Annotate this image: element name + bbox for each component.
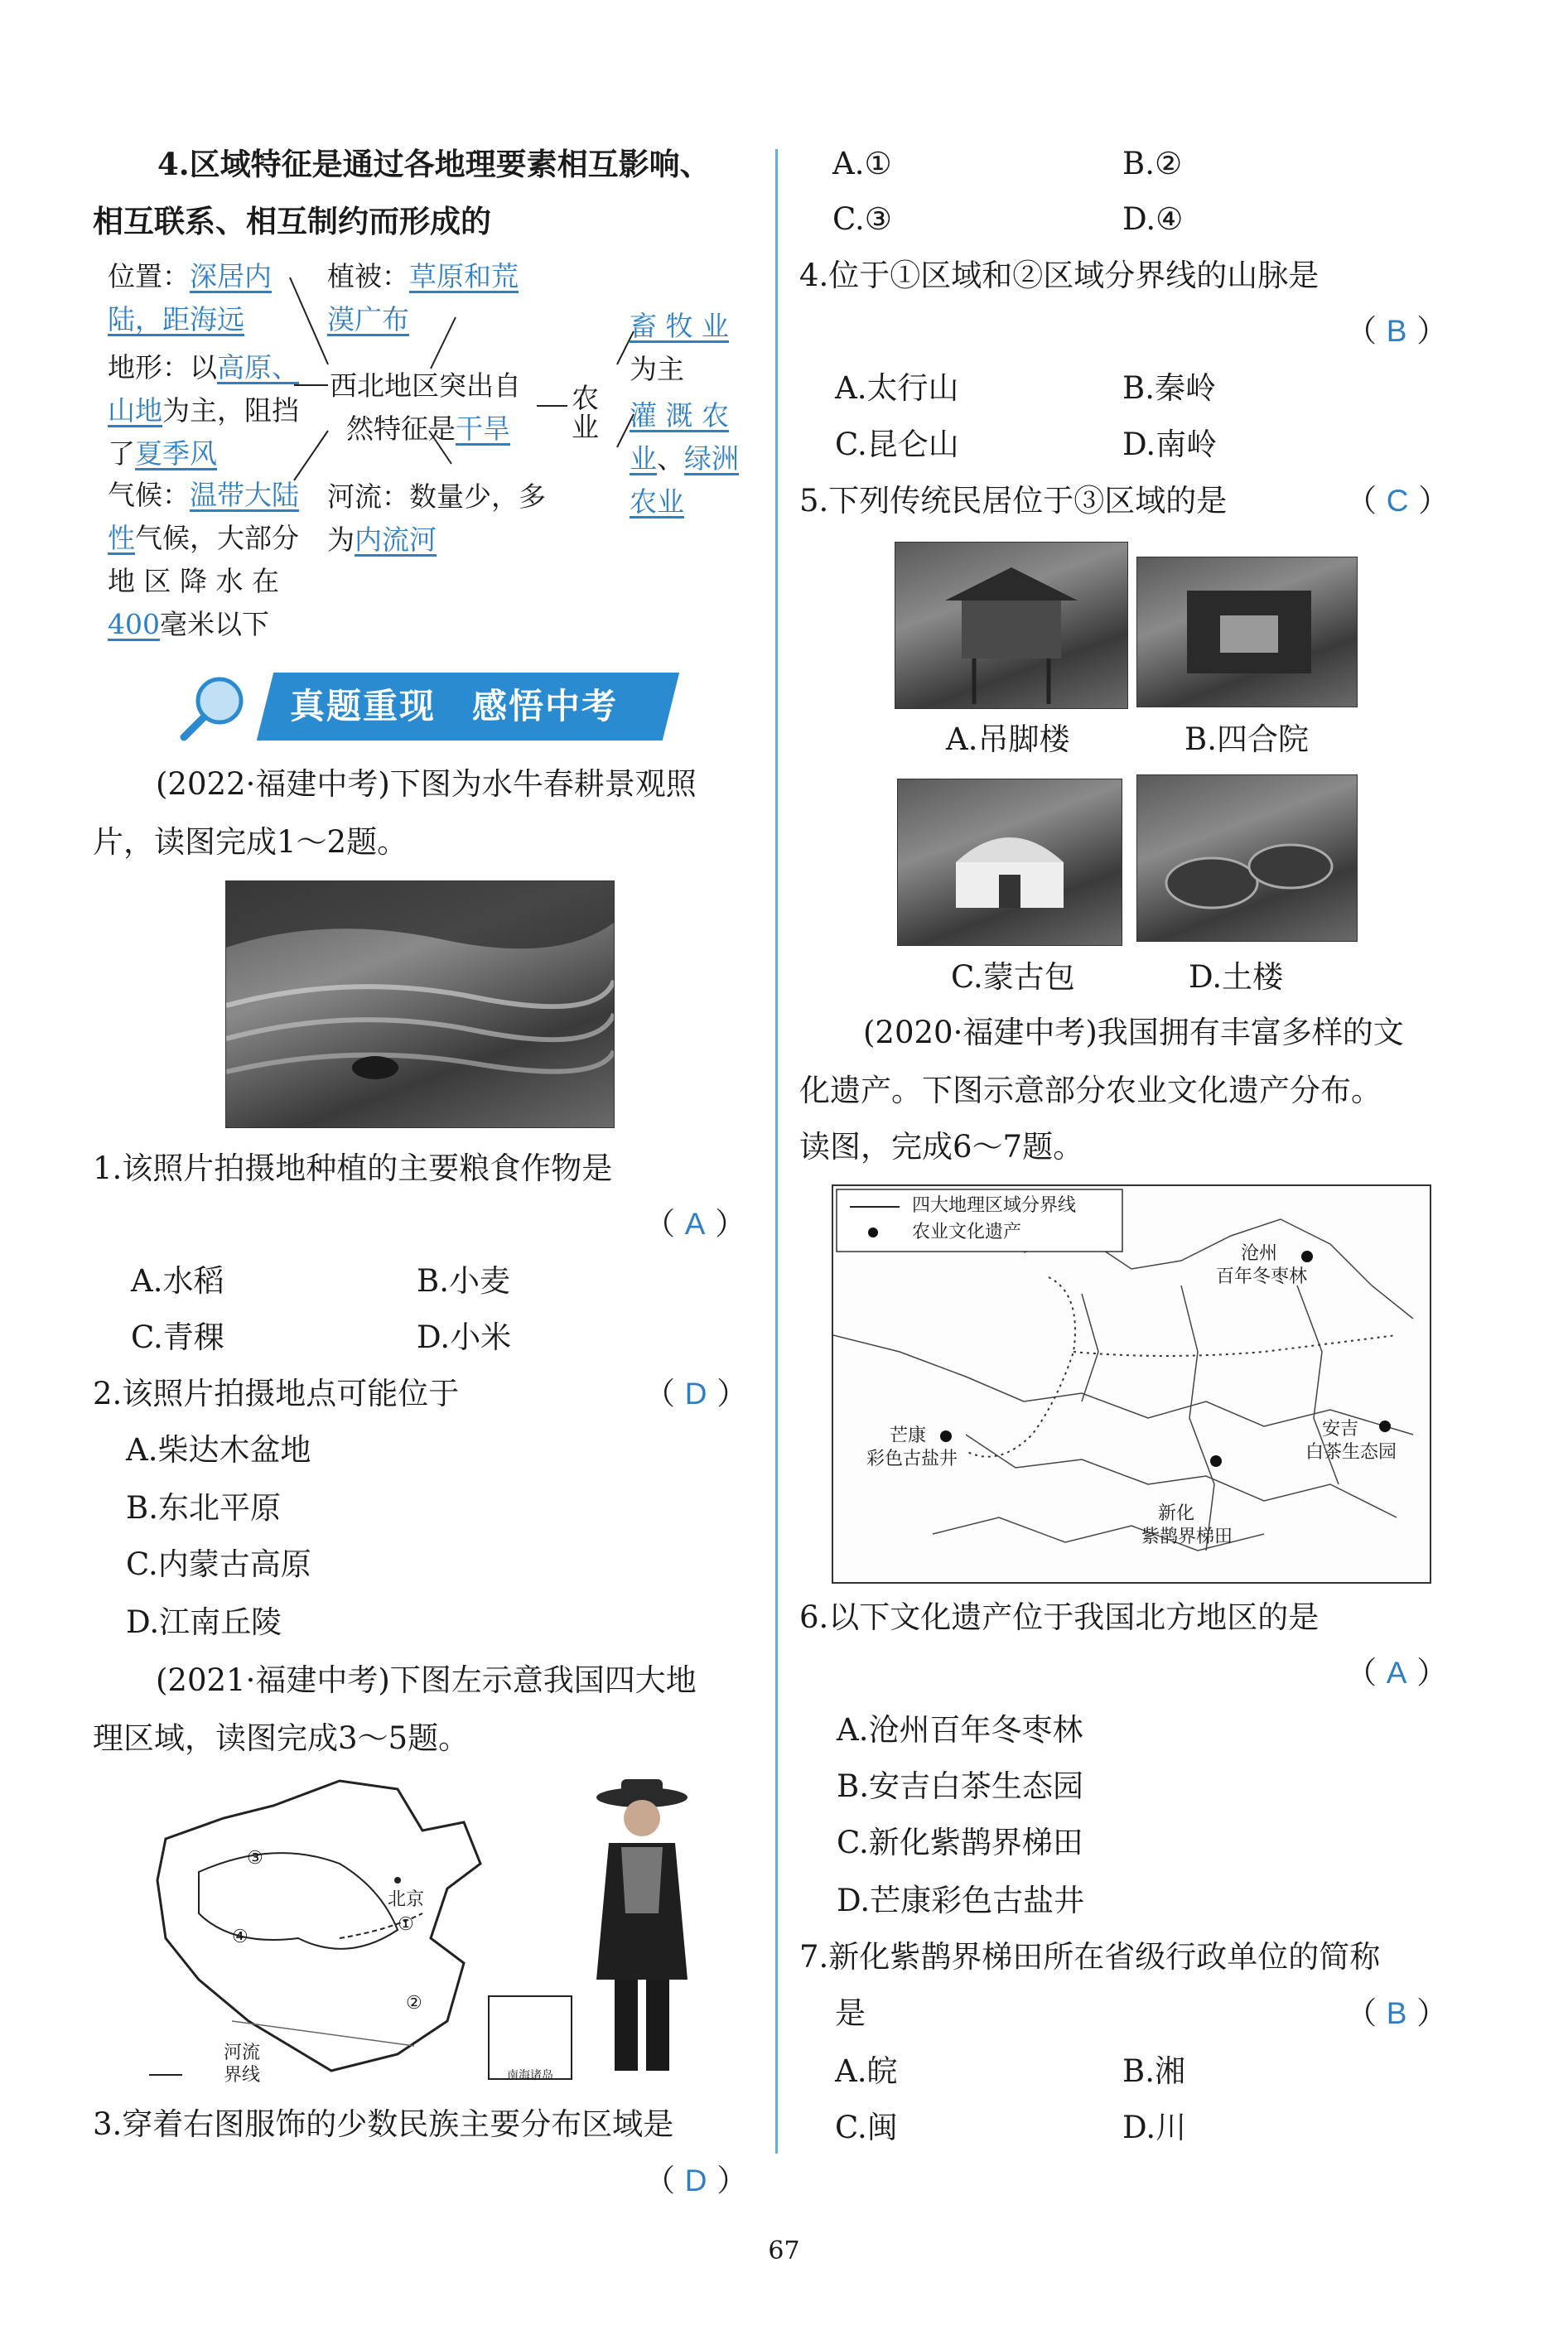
q6-option-a: A.沧州百年冬枣林 bbox=[837, 1712, 1083, 1748]
q5-answer-bracket: （ C ） bbox=[1346, 483, 1450, 519]
q3-option-b: B.② bbox=[1122, 146, 1183, 181]
q7-option-d: D.川 bbox=[1122, 2110, 1187, 2145]
q6-answer-bracket: （ A ） bbox=[1346, 1655, 1448, 1691]
map-region-2-label: ② bbox=[406, 1993, 422, 2014]
magnifier-icon bbox=[174, 669, 257, 744]
concept-agri-2: 为主 bbox=[630, 353, 684, 385]
concept-center-2: 然特征是干旱 bbox=[346, 412, 510, 445]
q5-option-c: C.蒙古包 bbox=[951, 959, 1075, 995]
intro-q6-7-line1: (2020·福建中考)我国拥有丰富多样的文 bbox=[863, 1015, 1404, 1050]
map-nanhai-label: 南海诸岛 bbox=[507, 2069, 553, 2082]
q4-text: 4.位于①区域和②区域分界线的山脉是 bbox=[799, 258, 1320, 293]
concept-position-2: 陆，距海远 bbox=[108, 303, 244, 335]
concept-climate: 气候：温带大陆 bbox=[108, 479, 299, 511]
concept-climate-2: 性气候，大部分 bbox=[108, 522, 299, 554]
map2-xinhua: 新化 bbox=[1158, 1503, 1195, 1524]
map2-anji-2: 白茶生态园 bbox=[1305, 1442, 1397, 1463]
concept-river-2: 为内流河 bbox=[327, 523, 437, 556]
concept-agri-label-1: 农 bbox=[572, 382, 599, 414]
q1-option-d: D.小米 bbox=[417, 1319, 512, 1355]
concept-terrain-3: 了夏季风 bbox=[108, 437, 217, 470]
map2-anji: 安吉 bbox=[1322, 1419, 1359, 1440]
photo-buffalo-terraces bbox=[225, 880, 615, 1128]
q6-option-d: D.芒康彩色古盐井 bbox=[837, 1883, 1085, 1918]
photo-siheyuan bbox=[1136, 557, 1358, 707]
photo-tulou bbox=[1136, 774, 1358, 942]
summary-title-line-2: 相互联系、相互制约而形成的 bbox=[93, 203, 491, 239]
q5-option-b: B.四合院 bbox=[1184, 721, 1309, 757]
q3-text: 3.穿着右图服饰的少数民族主要分布区域是 bbox=[93, 2106, 674, 2142]
q3-option-a: A.① bbox=[832, 146, 892, 181]
q4-option-a: A.太行山 bbox=[835, 370, 959, 406]
q7-text-2: 是 bbox=[835, 1995, 866, 2031]
q3-option-c: C.③ bbox=[832, 201, 892, 237]
intro-q6-7-line2: 化遗产。下图示意部分农业文化遗产分布。 bbox=[799, 1073, 1382, 1108]
map2-legend-dot: 农业文化遗产 bbox=[912, 1222, 1022, 1242]
intro-q3-5-line1: (2021·福建中考)下图左示意我国四大地 bbox=[156, 1662, 697, 1698]
q6-option-b: B.安吉白茶生态园 bbox=[837, 1768, 1083, 1804]
map-region-1-label: ① bbox=[398, 1914, 414, 1935]
concept-agri-5: 农业 bbox=[630, 485, 684, 518]
concept-agri-1: 畜 牧 业 bbox=[630, 310, 729, 342]
intro-q3-5-line2: 理区域，读图完成3～5题。 bbox=[93, 1720, 470, 1756]
costume-figure-image bbox=[580, 1773, 704, 2087]
map2-xinhua-2: 紫鹊界梯田 bbox=[1141, 1527, 1233, 1547]
q2-option-b: B.东北平原 bbox=[126, 1490, 281, 1526]
q7-option-c: C.闽 bbox=[835, 2110, 898, 2145]
map-beijing-label: 北京 bbox=[388, 1889, 425, 1910]
map-legend-river: 河流 bbox=[224, 2043, 261, 2063]
q1-option-b: B.小麦 bbox=[417, 1263, 510, 1299]
q2-text: 2.该照片拍摄地点可能位于 bbox=[93, 1376, 460, 1411]
q7-option-a: A.皖 bbox=[835, 2053, 898, 2089]
q4-option-c: C.昆仑山 bbox=[835, 427, 959, 462]
map-four-regions bbox=[149, 1773, 580, 2087]
photo-mongolian-yurt bbox=[897, 779, 1122, 946]
map2-legend-line: 四大地理区域分界线 bbox=[912, 1195, 1077, 1216]
intro-q1-2-line1: (2022·福建中考)下图为水牛春耕景观照 bbox=[156, 766, 697, 802]
map-legend-border: 界线 bbox=[224, 2065, 261, 2086]
q4-option-b: B.秦岭 bbox=[1122, 370, 1216, 406]
q5-option-a: A.吊脚楼 bbox=[946, 721, 1070, 757]
map2-mangkang: 芒康 bbox=[890, 1425, 927, 1446]
q6-text: 6.以下文化遗产位于我国北方地区的是 bbox=[799, 1599, 1320, 1635]
q7-option-b: B.湘 bbox=[1122, 2053, 1185, 2089]
q2-answer-bracket: （ D ） bbox=[644, 1376, 748, 1411]
q2-option-a: A.柴达木盆地 bbox=[126, 1432, 311, 1468]
section-banner: 真题重现 感悟中考 bbox=[290, 687, 619, 726]
q5-text: 5.下列传统民居位于③区域的是 bbox=[799, 483, 1228, 519]
concept-center-1: 西北地区突出自 bbox=[330, 369, 521, 402]
column-divider bbox=[775, 149, 778, 2154]
photo-diaojiaolou bbox=[895, 542, 1128, 709]
page-number: 67 bbox=[768, 2236, 800, 2265]
map2-cangzhou-2: 百年冬枣林 bbox=[1216, 1266, 1308, 1287]
q7-text-1: 7.新化紫鹊界梯田所在省级行政单位的简称 bbox=[799, 1939, 1381, 1975]
concept-climate-4: 400毫米以下 bbox=[108, 608, 269, 640]
concept-climate-3: 地 区 降 水 在 bbox=[108, 565, 279, 597]
q1-option-c: C.青稞 bbox=[131, 1319, 224, 1355]
q2-option-d: D.江南丘陵 bbox=[126, 1604, 282, 1640]
concept-vegetation: 植被：草原和荒 bbox=[327, 260, 519, 292]
concept-terrain-2: 山地为主，阻挡 bbox=[108, 394, 299, 427]
q7-answer-bracket: （ B ） bbox=[1346, 1995, 1448, 2031]
q1-option-a: A.水稻 bbox=[131, 1263, 224, 1299]
concept-position: 位置：深居内 bbox=[108, 260, 272, 292]
q6-option-c: C.新化紫鹊界梯田 bbox=[837, 1825, 1083, 1860]
concept-vegetation-2: 漠广布 bbox=[327, 303, 409, 335]
q4-answer-bracket: （ B ） bbox=[1346, 313, 1448, 349]
map2-mangkang-2: 彩色古盐井 bbox=[866, 1449, 958, 1469]
intro-q1-2-line2: 片，读图完成1～2题。 bbox=[93, 824, 408, 860]
concept-agri-3: 灌 溉 农 bbox=[630, 399, 729, 432]
q2-option-c: C.内蒙古高原 bbox=[126, 1546, 311, 1582]
q1-answer-bracket: （ A ） bbox=[644, 1206, 746, 1242]
map-region-4-label: ④ bbox=[232, 1927, 248, 1947]
q4-option-d: D.南岭 bbox=[1122, 427, 1218, 462]
concept-river: 河流：数量少，多 bbox=[327, 480, 546, 513]
map2-cangzhou: 沧州 bbox=[1241, 1243, 1278, 1264]
q1-text: 1.该照片拍摄地种植的主要粮食作物是 bbox=[93, 1151, 613, 1186]
q5-option-d: D.土楼 bbox=[1189, 959, 1284, 995]
summary-title-line-1: 4.区域特征是通过各地理要素相互影响、 bbox=[157, 146, 711, 182]
concept-agri-label-2: 业 bbox=[572, 411, 599, 443]
concept-agri-4: 业、绿洲 bbox=[630, 442, 739, 475]
intro-q6-7-line3: 读图，完成6～7题。 bbox=[799, 1129, 1084, 1165]
map-region-3-label: ③ bbox=[247, 1848, 263, 1869]
map-agri-heritage bbox=[832, 1184, 1431, 1584]
q3-answer-bracket: （ D ） bbox=[644, 2163, 748, 2198]
q3-option-d: D.④ bbox=[1122, 201, 1184, 237]
concept-terrain: 地形：以高原、 bbox=[108, 351, 299, 384]
